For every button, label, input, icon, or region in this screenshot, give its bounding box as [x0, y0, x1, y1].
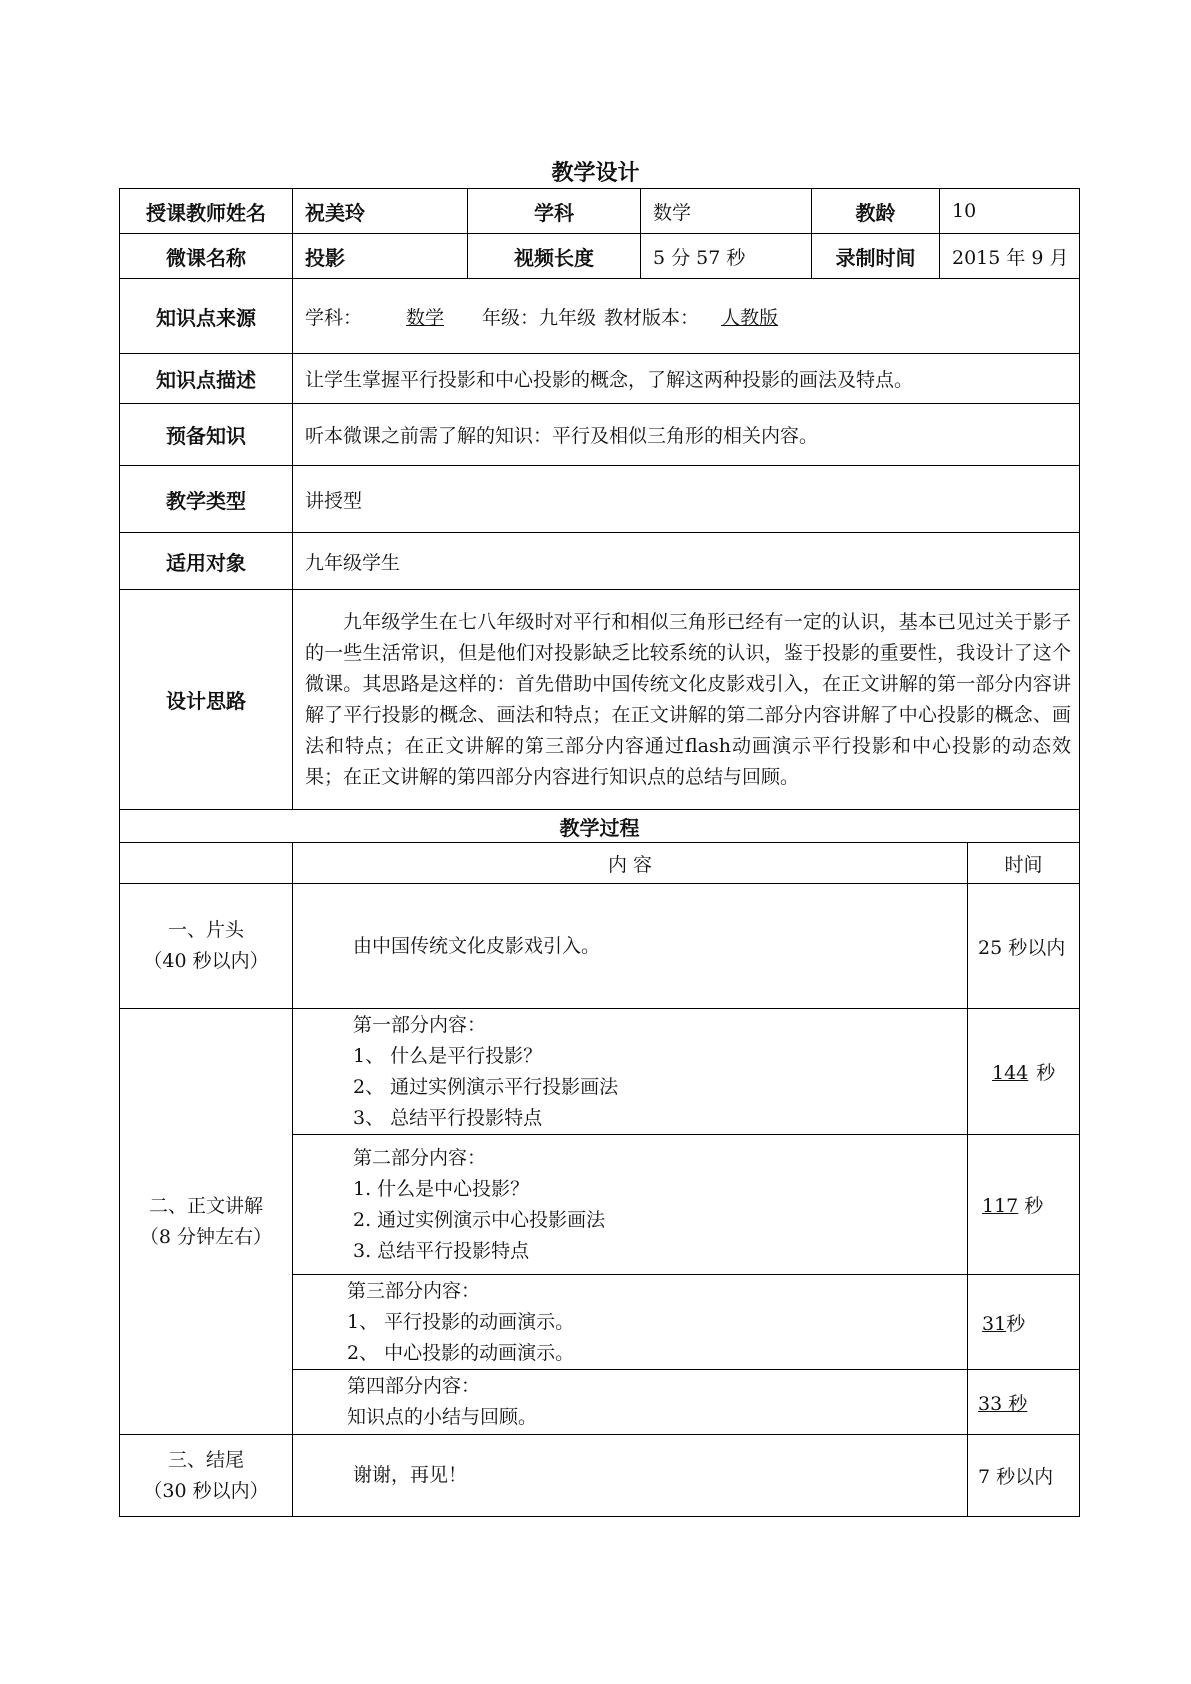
years-value: 10	[940, 189, 1080, 234]
length-value: 5 分 57 秒	[641, 234, 812, 279]
course-value: 投影	[293, 234, 468, 279]
course-label: 微课名称	[120, 234, 293, 279]
main-stage	[120, 1009, 293, 1435]
intro-stage	[120, 884, 293, 1009]
intro-stage-name: 一、片头	[167, 919, 244, 941]
part1-content	[293, 1009, 968, 1135]
audience-label: 适用对象	[120, 533, 293, 590]
intro-time: 25 秒以内	[968, 884, 1080, 1009]
part2-item: 3. 总结平行投影特点	[353, 1239, 530, 1262]
years-label: 教龄	[812, 189, 940, 234]
recorded-value: 2015 年 9 月	[940, 234, 1080, 279]
source-grade: 年级：九年级	[482, 306, 597, 329]
ending-stage-name: 三、结尾	[167, 1448, 244, 1471]
process-header-blank	[120, 843, 293, 884]
source-label: 知识点来源	[120, 279, 293, 354]
part3-item: 2、 中心投影的动画演示。	[347, 1341, 575, 1364]
subject-label: 学科	[468, 189, 641, 234]
source-subject-prefix: 学科：	[305, 306, 363, 329]
teacher-value: 祝美玲	[293, 189, 468, 234]
knowledge-table	[119, 278, 1080, 810]
recorded-label: 录制时间	[812, 234, 940, 279]
intro-content: 由中国传统文化皮影戏引入。	[293, 884, 968, 1009]
teacher-label: 授课教师姓名	[120, 189, 293, 234]
part1-item: 1、 什么是平行投影？	[353, 1044, 543, 1067]
prerequisite-label: 预备知识	[120, 404, 293, 466]
design-label: 设计思路	[120, 590, 293, 810]
content-header: 内 容	[293, 843, 968, 884]
prerequisite-value: 听本微课之前需了解的知识：平行及相似三角形的相关内容。	[293, 404, 1080, 466]
part1-item: 2、 通过实例演示平行投影画法	[353, 1075, 619, 1098]
description-label: 知识点描述	[120, 354, 293, 404]
time-header: 时间	[968, 843, 1080, 884]
process-title: 教学过程	[120, 810, 1080, 843]
source-value	[293, 279, 1080, 354]
part1-time: 144 秒	[968, 1009, 1080, 1135]
type-value: 讲授型	[293, 466, 1080, 533]
source-edition-prefix: 教材版本：	[604, 306, 700, 329]
source-edition: 人教版	[721, 306, 779, 329]
intro-stage-note: （40 秒以内）	[143, 950, 269, 972]
type-label: 教学类型	[120, 466, 293, 533]
part4-heading: 第四部分内容：	[347, 1375, 481, 1397]
part2-item: 2. 通过实例演示中心投影画法	[353, 1208, 606, 1231]
info-table	[119, 188, 1080, 279]
part2-time: 117 秒	[968, 1135, 1080, 1275]
main-stage-name: 二、正文讲解	[148, 1194, 263, 1217]
part3-item: 1、 平行投影的动画演示。	[347, 1310, 575, 1333]
ending-stage-note: （30 秒以内）	[143, 1479, 269, 1502]
subject-value: 数学	[641, 189, 812, 234]
design-value: 九年级学生在七八年级时对平行和相似三角形已经有一定的认识，基本已见过关于影子的一些生活常识，但是他们对投影缺乏比较系统的认识，鉴于投影的重要性，我设计了这个微课。其思路是这样的：首先借助中国传统文化皮影戏引入，在正文讲解的第一部分内容讲解了平行投影的概念、画法和特点；在正文讲解的第二部分内容讲解了中心投影的概念、画法和特点；在正文讲解的第三部分内容通过flash动画演示平行投影和中心投影的动态效果；在正文讲解的第四部分内容进行知识点的总结与回顾。	[293, 590, 1080, 810]
part2-heading: 第二部分内容：	[353, 1146, 487, 1169]
part1-heading: 第一部分内容：	[353, 1013, 487, 1036]
process-table	[119, 809, 1080, 1517]
part2-item: 1. 什么是中心投影？	[353, 1177, 530, 1200]
part3-content	[293, 1275, 968, 1370]
part4-item: 知识点的小结与回顾。	[347, 1406, 538, 1428]
length-label: 视频长度	[468, 234, 641, 279]
part1-item: 3、 总结平行投影特点	[353, 1106, 543, 1129]
page-title: 教学设计	[551, 161, 640, 186]
part4-content	[293, 1370, 968, 1435]
main-stage-note: （8 分钟左右）	[139, 1225, 273, 1248]
part4-time: 33 秒	[968, 1370, 1080, 1435]
source-subject: 数学	[406, 306, 445, 329]
ending-time: 7 秒以内	[968, 1435, 1080, 1517]
description-value: 让学生掌握平行投影和中心投影的概念，了解这两种投影的画法及特点。	[293, 354, 1080, 404]
audience-value: 九年级学生	[293, 533, 1080, 590]
ending-stage	[120, 1435, 293, 1517]
part2-content	[293, 1135, 968, 1275]
ending-content: 谢谢，再见！	[293, 1435, 968, 1517]
part3-time: 31秒	[968, 1275, 1080, 1370]
part3-heading: 第三部分内容：	[347, 1279, 481, 1302]
